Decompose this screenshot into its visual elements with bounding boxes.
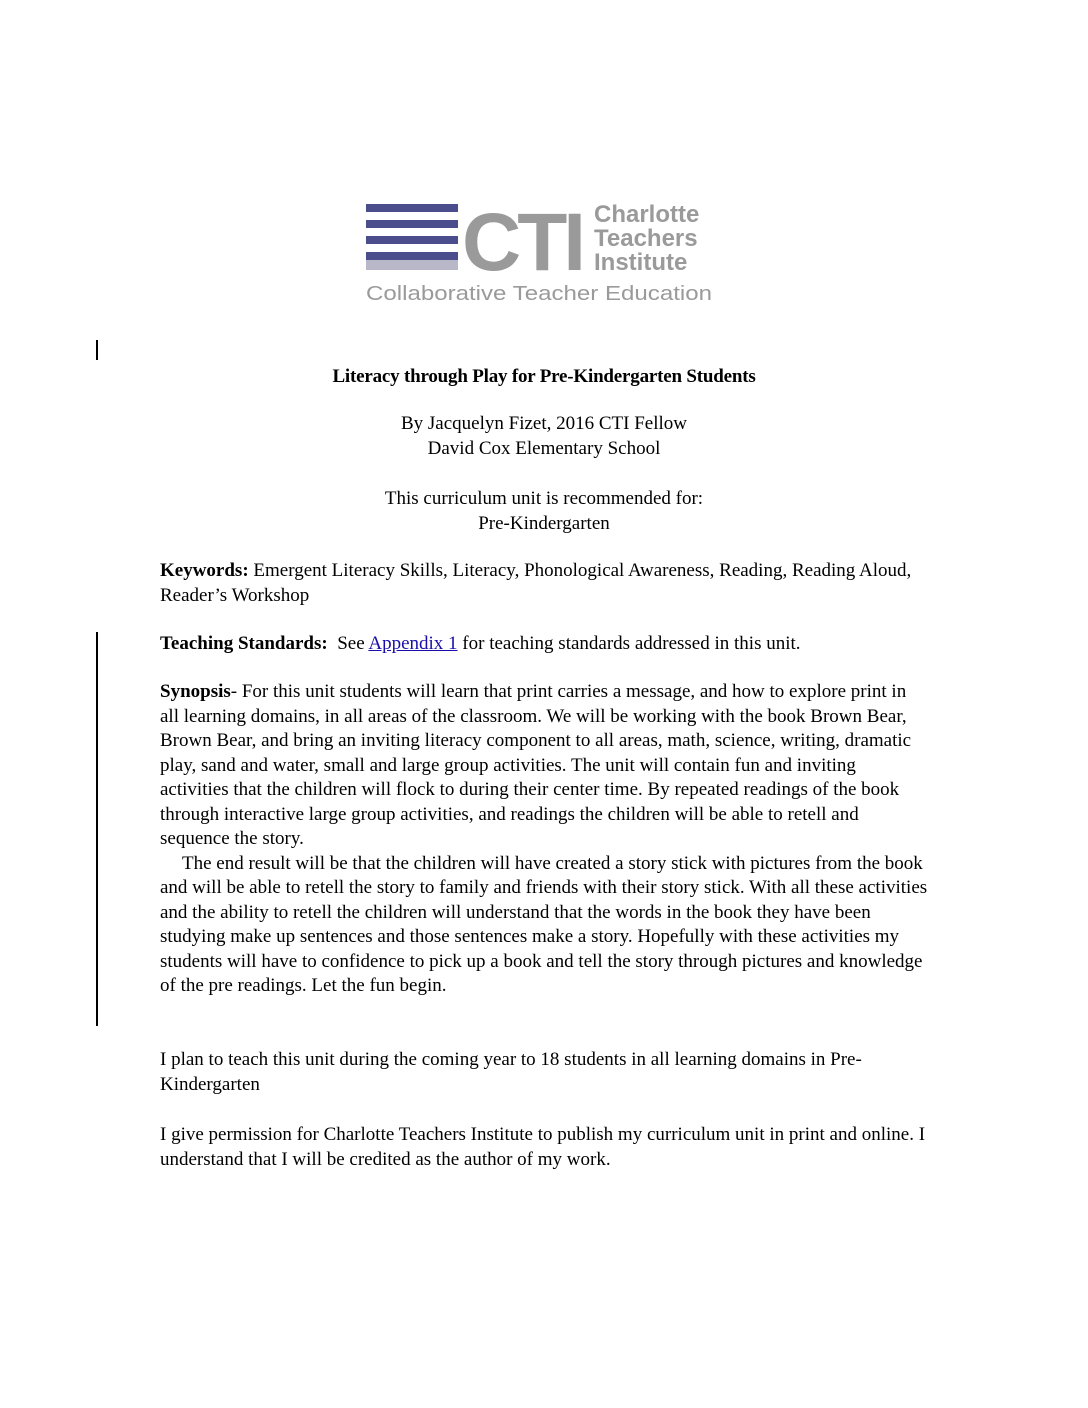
byline	[160, 411, 928, 461]
standards-label: Teaching Standards:	[160, 633, 328, 654]
recommendation	[160, 486, 928, 536]
cti-logo	[366, 198, 726, 306]
revision-bar	[96, 632, 98, 1026]
keywords-paragraph	[160, 559, 928, 608]
logo-name-line1: Charlotte	[594, 201, 700, 228]
recommendation-line1: This curriculum unit is recommended for:	[384, 488, 704, 509]
synopsis-label: Synopsis	[160, 681, 231, 702]
school-line: David Cox Elementary School	[427, 438, 661, 459]
logo-stripe	[366, 220, 458, 228]
logo-name-line2: Teachers	[594, 225, 698, 252]
plan-paragraph: I plan to teach this unit during the coming year to 18 students in all learning domains in Pre-Kindergarten	[160, 1049, 862, 1095]
recommendation-line2: Pre-Kindergarten	[478, 513, 610, 534]
standards-post-link: for teaching standards addressed in this unit.	[457, 633, 801, 654]
appendix-1-link[interactable]: Appendix 1	[368, 633, 458, 654]
logo-name-line3: Institute	[594, 249, 688, 276]
permission-paragraph: I give permission for Charlotte Teachers Institute to publish my curriculum unit in print and online. I understand that I will be credited as the author of my work.	[160, 1124, 926, 1170]
teaching-standards-paragraph	[160, 632, 928, 657]
logo-tagline: Collaborative Teacher Education	[366, 283, 712, 305]
author-line: By Jacquelyn Fizet, 2016 CTI Fellow	[400, 413, 688, 434]
keywords-text: Emergent Literacy Skills, Literacy, Phonological Awareness, Reading, Reading Aloud, Reader’s Workshop	[160, 560, 912, 606]
synopsis-paragraph-1	[160, 680, 928, 852]
logo-stripe	[366, 204, 458, 212]
logo-stripe	[366, 252, 458, 260]
logo-acronym: CTI	[462, 198, 583, 288]
standards-pre-link: See	[327, 633, 369, 654]
logo-stripe-light	[366, 260, 458, 270]
synopsis-text-1: - For this unit students will learn that print carries a message, and how to explore print in all learning domains, in all areas of the classroom. We will be working with the book Brown Bear, Brown Bear, and bring an inviting literacy component to all areas, math, science, writing, dramatic play, sand and water, small and large group activities. The unit will contain fun and inviting activities that the children will flock to during their center time. By repeated readings of the book through interactive large group activities, and readings the children will be able to retell and sequence the story.	[160, 681, 912, 849]
logo-stripe	[366, 236, 458, 244]
synopsis-section	[160, 680, 928, 999]
revision-bar	[96, 340, 98, 360]
cti-logo-graphic	[366, 198, 726, 306]
keywords-label: Keywords:	[160, 560, 249, 581]
document-title: Literacy through Play for Pre-Kindergarten Students	[332, 366, 756, 387]
synopsis-paragraph-2: The end result will be that the children will have created a story stick with pictures from the book and will be able to retell the story to family and friends with their story stick. With all these activities and the ability to retell the children will understand that the words in the book they have been studying make up sentences and those sentences make a story. Hopefully with these activities my students will have to confidence to pick up a book and tell the story through pictures and knowledge of the pre readings. Let the fun begin.	[160, 852, 928, 996]
